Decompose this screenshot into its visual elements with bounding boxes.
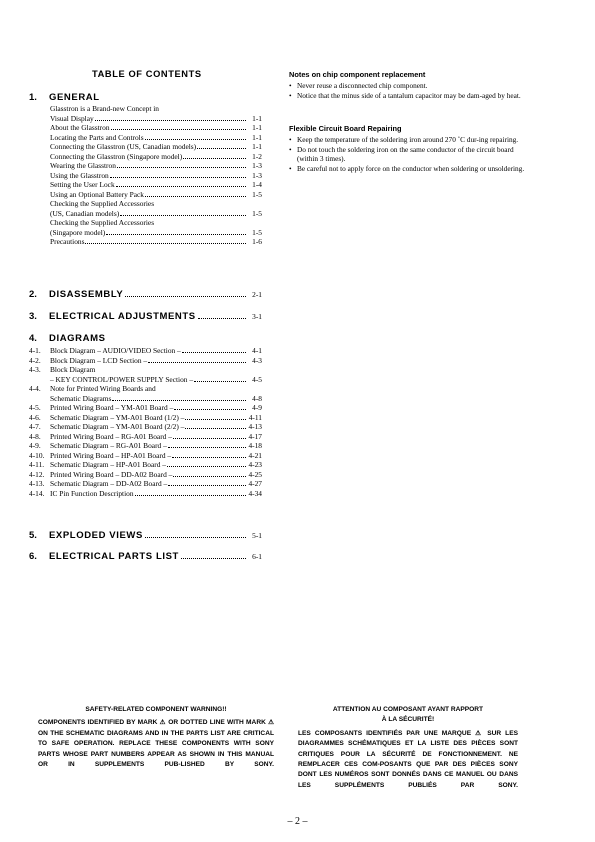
toc-entry-text: Schematic Diagram – DD-A02 Board – (50, 479, 168, 488)
toc-page: 3-1 (252, 312, 262, 321)
toc-page: 4-18 (248, 441, 262, 450)
toc-entry-text: Using the Glasstron (50, 170, 109, 180)
toc-entry[interactable] (29, 470, 262, 480)
chip-notes-heading: Notes on chip component replacement (289, 70, 426, 79)
warning-title-line: ATTENTION AU COMPOSANT AYANT RAPPORT (332, 706, 484, 713)
toc-entry-text: Note for Printed Wiring Boards and (50, 384, 156, 393)
section-title: DIAGRAMS (49, 333, 106, 344)
dot-leader (168, 447, 246, 448)
dot-leader (145, 139, 246, 140)
toc-entry[interactable] (50, 199, 262, 209)
dot-leader (197, 148, 246, 149)
toc-entry-text: Wearing the Glasstron (50, 161, 116, 170)
bullet-mark: • (289, 81, 292, 90)
bullet-mark: • (289, 90, 292, 100)
toc-entry[interactable] (29, 384, 262, 394)
toc-entry[interactable] (50, 228, 262, 238)
toc-entry[interactable] (29, 460, 262, 470)
safety-warning-en (38, 705, 274, 770)
toc-entry[interactable] (50, 123, 262, 133)
toc-title: TABLE OF CONTENTS (92, 69, 202, 79)
section-number: 2. (29, 289, 37, 300)
general-toc-list (50, 104, 262, 247)
flex-board-list (289, 135, 529, 173)
dot-leader (125, 296, 246, 297)
toc-entry-text: (Singapore model) (50, 227, 106, 237)
section-title: DISASSEMBLY (49, 289, 124, 300)
section-number: 6. (29, 551, 37, 562)
dot-leader (106, 234, 246, 235)
section-number: 5. (29, 530, 37, 541)
toc-page: 4-13 (248, 422, 262, 431)
dot-leader (112, 400, 246, 401)
toc-page: 4-1 (252, 346, 262, 355)
toc-entry[interactable] (50, 104, 262, 114)
dot-leader (85, 243, 246, 244)
toc-entry-number: 4-1. (29, 346, 41, 355)
toc-entry-text: Checking the Supplied Accessories (50, 218, 155, 227)
toc-entry-number: 4-5. (29, 403, 41, 412)
toc-entry[interactable] (50, 209, 262, 219)
toc-entry-text: Printed Wiring Board – RG-A01 Board – (50, 431, 172, 441)
toc-entry-number: 4-8. (29, 431, 41, 441)
toc-entry-text: Visual Display (50, 113, 94, 123)
toc-entry-text: Checking the Supplied Accessories (50, 199, 155, 208)
warning-body: LES COMPOSANTS IDENTIFIÉS PAR UNE MARQUE ⚠ SUR LES DIAGRAMMES SCHÉMATIQUES ET LA LISTE DES PIÈCES SONT CRITIQUES POUR LA SÉCURITÉ DE FONCTIONNEMENT. NE REMPLACER CES COM-POSANTS QUE PAR DES PIÈCES SONY DONT LES NUMÉROS SONT DONNÉS DANS CE MANUEL OU DANS LES SUPPLÉMENTS PUBLIÉS PAR SONY. (298, 729, 518, 789)
toc-entry[interactable] (29, 394, 262, 404)
toc-page: 5-1 (252, 531, 262, 540)
toc-page: 1-3 (252, 170, 262, 180)
warning-body: COMPONENTS IDENTIFIED BY MARK ⚠ OR DOTTED LINE WITH MARK ⚠ ON THE SCHEMATIC DIAGRAMS AND IN THE PARTS LIST ARE CRITICAL TO SAFE OPERATION. REPLACE THESE COMPONENTS WITH SONY PARTS WHOSE PART NUMBERS APPEAR AS SHOWN IN THIS MANUAL OR IN SUPPLEMENTS PUB-LISHED BY SONY. (38, 719, 274, 769)
toc-page: 4-11 (248, 412, 262, 422)
flex-board-heading: Flexible Circuit Board Repairing (289, 124, 402, 133)
toc-page: 4-5 (252, 374, 262, 384)
list-item (289, 91, 529, 101)
toc-entry-number: 4-6. (29, 412, 41, 422)
toc-page: 1-3 (252, 161, 262, 170)
warning-title (298, 705, 518, 726)
dot-leader (148, 362, 246, 363)
toc-page: 4-23 (248, 460, 262, 469)
dot-leader (181, 558, 246, 559)
toc-entry-number: 4-11. (29, 460, 45, 469)
dot-leader (174, 409, 246, 410)
toc-entry[interactable] (29, 365, 262, 375)
toc-page: 1-6 (252, 237, 262, 246)
list-item-text: Never reuse a disconnected chip component. (297, 81, 428, 90)
toc-entry-text: Printed Wiring Board – DD-A02 Board – (50, 469, 173, 479)
bullet-mark: • (289, 163, 292, 173)
list-item (289, 164, 529, 174)
toc-entry[interactable] (50, 161, 262, 171)
list-item-text: Do not touch the soldering iron on the same conductor of the circuit board (within 3 times). (297, 144, 514, 164)
toc-page: 1-1 (252, 142, 262, 151)
toc-page: 4-34 (248, 488, 262, 498)
toc-page: 1-5 (252, 227, 262, 237)
toc-entry-text: Block Diagram (50, 365, 96, 374)
list-item (289, 135, 529, 145)
toc-entry-text: Schematic Diagram – YM-A01 Board (2/2) – (50, 422, 185, 431)
dot-leader (145, 196, 246, 197)
toc-entry[interactable] (29, 356, 262, 366)
toc-entry-text: Glasstron is a Brand-new Concept in (50, 104, 159, 113)
toc-entry-text: Schematic Diagram – RG-A01 Board – (50, 441, 167, 450)
toc-entry-number: 4-10. (29, 450, 45, 460)
toc-entry-text: Printed Wiring Board – YM-A01 Board – (50, 403, 174, 412)
section-parts-list-entry[interactable] (49, 551, 262, 562)
toc-entry-number: 4-3. (29, 365, 41, 374)
toc-entry[interactable] (29, 403, 262, 413)
dot-leader (135, 495, 246, 496)
toc-entry[interactable] (29, 422, 262, 432)
toc-entry-number: 4-7. (29, 422, 41, 431)
section-exploded-entry[interactable] (49, 530, 262, 541)
toc-page: 1-1 (252, 113, 262, 123)
dot-leader (120, 215, 246, 216)
toc-entry-text: IC Pin Function Description (50, 488, 134, 498)
toc-entry-text: Printed Wiring Board – HP-A01 Board – (50, 450, 172, 460)
toc-entry-text: – KEY CONTROL/POWER SUPPLY Section – (50, 374, 194, 384)
dot-leader (198, 318, 246, 319)
chip-notes-list (289, 81, 529, 100)
toc-entry-text: Setting the User Lock (50, 180, 115, 189)
toc-page: 1-5 (252, 208, 262, 218)
toc-entry-text: Schematic Diagram – YM-A01 Board (1/2) – (50, 412, 185, 422)
section-title: GENERAL (49, 92, 100, 103)
toc-entry[interactable] (50, 237, 262, 247)
toc-page: 4-3 (252, 355, 262, 365)
toc-entry-number: 4-2. (29, 355, 41, 365)
section-title: EXPLODED VIEWS (49, 530, 143, 541)
dot-leader (185, 428, 246, 429)
section-title: ELECTRICAL PARTS LIST (49, 551, 179, 562)
toc-entry-text: Precautions (50, 237, 85, 246)
toc-page: 1-5 (252, 189, 262, 199)
toc-entry[interactable] (50, 218, 262, 228)
toc-entry-text: Connecting the Glasstron (US, Canadian models) (50, 142, 197, 151)
dot-leader (185, 419, 246, 420)
dot-leader (167, 466, 246, 467)
section-number: 4. (29, 333, 37, 344)
dot-leader (183, 158, 246, 159)
toc-entry-text: Schematic Diagrams (50, 393, 112, 403)
section-title: ELECTRICAL ADJUSTMENTS (49, 311, 196, 322)
dot-leader (168, 485, 246, 486)
list-item-text: Keep the temperature of the soldering iron around 270 ˚C dur-ing repairing. (297, 135, 519, 144)
toc-entry[interactable] (50, 152, 262, 162)
toc-entry-text: Connecting the Glasstron (Singapore model) (50, 151, 183, 161)
toc-entry[interactable] (29, 489, 262, 499)
dot-leader (173, 438, 246, 439)
toc-entry-number: 4-9. (29, 441, 41, 450)
list-item (289, 145, 529, 164)
dot-leader (95, 120, 246, 121)
section-number: 1. (29, 92, 37, 103)
toc-page: 1-2 (252, 151, 262, 161)
toc-entry-number: 4-14. (29, 488, 45, 498)
toc-page: 1-1 (252, 123, 262, 132)
toc-entry[interactable] (50, 114, 262, 124)
toc-entry[interactable] (29, 432, 262, 442)
toc-page: 4-27 (248, 479, 262, 488)
toc-page: 4-8 (252, 393, 262, 403)
dot-leader (145, 537, 246, 538)
dot-leader (111, 129, 246, 130)
toc-entry[interactable] (29, 346, 262, 356)
list-item-text: Notice that the minus side of a tantalum capacitor may be dam-aged by heat. (297, 90, 521, 100)
page-number: – 2 – (287, 816, 308, 827)
dot-leader (117, 167, 246, 168)
section-adjustments-entry[interactable] (49, 311, 262, 322)
safety-warning-fr (298, 705, 518, 791)
dot-leader (172, 457, 246, 458)
toc-entry[interactable] (29, 375, 262, 385)
toc-page: 4-21 (248, 450, 262, 460)
toc-page: 1-1 (252, 132, 262, 142)
diagrams-toc-list (29, 346, 262, 498)
bullet-mark: • (289, 144, 292, 154)
section-disassembly-entry[interactable] (49, 289, 262, 300)
toc-entry-text: (US, Canadian models) (50, 208, 120, 218)
warning-title-line: À LA SÉCURITÉ! (381, 716, 435, 724)
toc-entry[interactable] (50, 171, 262, 181)
toc-entry-text: About the Glasstron (50, 123, 110, 132)
toc-page: 4-9 (252, 403, 262, 412)
section-number: 3. (29, 311, 37, 322)
toc-page: 2-1 (252, 290, 262, 299)
list-item (289, 81, 529, 91)
toc-entry[interactable] (50, 133, 262, 143)
toc-page: 1-4 (252, 180, 262, 189)
toc-entry[interactable] (29, 479, 262, 489)
toc-entry-text: Schematic Diagram – HP-A01 Board – (50, 460, 166, 469)
dot-leader (194, 381, 246, 382)
toc-entry-text: Block Diagram – AUDIO/VIDEO Section – (50, 346, 181, 355)
toc-entry-number: 4-13. (29, 479, 45, 488)
toc-entry[interactable] (29, 413, 262, 423)
toc-page: 6-1 (252, 552, 262, 561)
toc-entry-text: Using an Optional Battery Pack (50, 189, 145, 199)
toc-entry-number: 4-12. (29, 469, 45, 479)
toc-entry[interactable] (50, 180, 262, 190)
toc-entry-text: Block Diagram – LCD Section – (50, 355, 148, 365)
warning-title: SAFETY-RELATED COMPONENT WARNING!! (85, 706, 227, 713)
dot-leader (110, 177, 246, 178)
toc-entry[interactable] (29, 451, 262, 461)
dot-leader (173, 476, 246, 477)
toc-entry[interactable] (50, 142, 262, 152)
toc-entry-number: 4-4. (29, 384, 41, 393)
dot-leader (116, 186, 246, 187)
toc-entry[interactable] (50, 190, 262, 200)
bullet-mark: • (289, 135, 292, 144)
toc-page: 4-17 (248, 431, 262, 441)
list-item-text: Be careful not to apply force on the conductor when soldering or unsoldering. (297, 163, 525, 173)
dot-leader (182, 352, 246, 353)
toc-entry-text: Locating the Parts and Controls (50, 132, 144, 142)
toc-entry[interactable] (29, 441, 262, 451)
toc-page: 4-25 (248, 469, 262, 479)
